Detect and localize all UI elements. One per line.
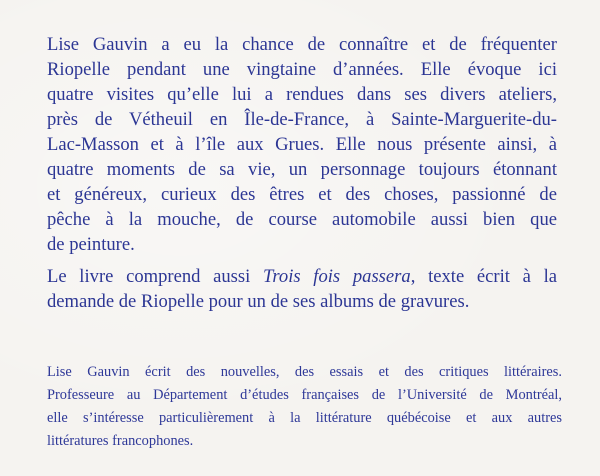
intro-line: quatre moments de sa vie, un personnage toujours étonnant <box>47 159 557 180</box>
bio-line: Professeure au Département d’études françaises de l’Université de Montréal, <box>47 387 562 403</box>
book-note-prefix: Le livre comprend aussi <box>47 266 264 287</box>
book-note-paragraph <box>47 264 557 339</box>
intro-line: et généreux, curieux des êtres et des choses, passionné de <box>47 184 557 205</box>
bio-line: littératures francophones. <box>47 433 194 449</box>
book-note-line-1 <box>47 264 557 289</box>
intro-line: Lac-Masson et à l’île aux Grues. Elle nous présente ainsi, à <box>47 134 557 155</box>
bio-line: Lise Gauvin écrit des nouvelles, des essais et des critiques littéraires. <box>47 364 562 380</box>
author-bio-paragraph <box>47 361 562 476</box>
intro-line: de peinture. <box>47 234 135 255</box>
book-note-line-2: demande de Riopelle pour un de ses albums de gravures. <box>47 291 470 312</box>
book-note-suffix: , texte écrit à la <box>410 266 558 287</box>
bio-line: elle s’intéresse particulièrement à la littérature québécoise et aux autres <box>47 410 562 426</box>
intro-line: Lise Gauvin a eu la chance de connaître et de fréquenter <box>47 34 557 55</box>
intro-paragraph <box>47 32 557 282</box>
intro-line: quatre visites qu’elle lui a rendues dans ses divers ateliers, <box>47 84 557 105</box>
intro-line: pêche à la mouche, de course automobile aussi bien que <box>47 209 557 230</box>
intro-line: Riopelle pendant une vingtaine d’années. Elle évoque ici <box>47 59 557 80</box>
book-title: Trois fois passera <box>263 266 411 287</box>
intro-line: près de Vétheuil en Île-de-France, à Sainte-Marguerite-du- <box>47 109 557 130</box>
